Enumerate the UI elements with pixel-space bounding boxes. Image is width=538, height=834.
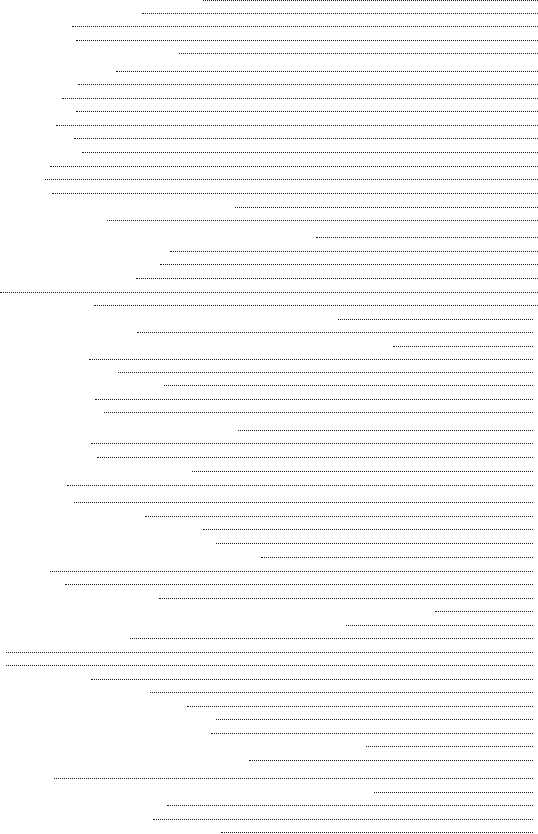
dot-leader-line xyxy=(74,138,538,139)
dot-leader-line xyxy=(187,706,533,707)
dot-leader-line xyxy=(130,638,533,639)
dot-leader-line xyxy=(50,571,533,572)
dot-leader-line xyxy=(89,359,533,360)
dot-leader-line xyxy=(104,412,533,413)
dot-leader-line xyxy=(50,166,538,167)
dot-leader-line xyxy=(316,237,538,238)
dot-leader-line xyxy=(221,832,533,833)
dot-leader-line xyxy=(203,0,538,1)
dot-leader-line xyxy=(164,385,533,386)
dot-leader-line xyxy=(78,84,538,85)
dot-leader-line xyxy=(45,179,538,180)
dot-leader-line xyxy=(374,792,533,793)
dot-leader-line xyxy=(56,125,538,126)
dot-leader-line xyxy=(137,332,533,333)
dot-leader-line xyxy=(95,399,533,400)
dot-leader-line xyxy=(235,207,538,208)
dot-leader-line xyxy=(203,529,533,530)
dot-leader-line xyxy=(192,471,533,472)
dot-leader-line xyxy=(238,430,533,431)
dot-leader-line xyxy=(82,152,538,153)
dot-leader-line xyxy=(366,746,533,747)
dot-leader-line xyxy=(150,692,533,693)
dot-leader-line xyxy=(62,98,538,99)
dot-leader-line xyxy=(338,319,533,320)
dot-leader-line xyxy=(216,543,533,544)
dot-leader-line xyxy=(136,278,538,279)
dot-leader-line xyxy=(211,733,533,734)
dot-leader-line xyxy=(72,26,538,27)
dot-leader-line xyxy=(6,665,533,666)
dot-leader-line xyxy=(249,760,533,761)
dot-leader-line xyxy=(91,443,533,444)
dot-leader-line xyxy=(216,719,533,720)
dot-leader-line xyxy=(76,111,538,112)
dot-leader-line xyxy=(393,346,533,347)
dot-leader-line xyxy=(159,598,533,599)
dot-leader-line xyxy=(435,611,533,612)
dot-leader-line xyxy=(107,220,538,221)
dot-leader-line xyxy=(6,652,533,653)
dot-leader-line xyxy=(76,40,538,41)
dot-leader-line xyxy=(54,778,533,779)
dot-leader-line xyxy=(153,819,533,820)
dot-leader-line xyxy=(74,502,533,503)
dot-leader-line xyxy=(160,264,538,265)
dot-leader-line xyxy=(116,71,538,72)
dot-leader-line xyxy=(65,584,533,585)
dot-leader-line xyxy=(167,805,533,806)
dot-leader-line xyxy=(91,679,533,680)
dot-leader-line xyxy=(94,305,538,306)
dot-leader-line xyxy=(145,516,533,517)
dot-leader-line xyxy=(179,53,538,54)
dot-leader-line xyxy=(261,557,533,558)
dot-leader-line xyxy=(52,193,538,194)
dot-leader-line xyxy=(67,485,533,486)
dot-leader-line xyxy=(170,251,538,252)
dot-leader-line xyxy=(142,13,538,14)
dot-leader-line xyxy=(118,372,533,373)
dot-leader-line xyxy=(97,457,533,458)
dot-leader-line xyxy=(0,292,538,293)
dot-leader-line xyxy=(346,625,533,626)
